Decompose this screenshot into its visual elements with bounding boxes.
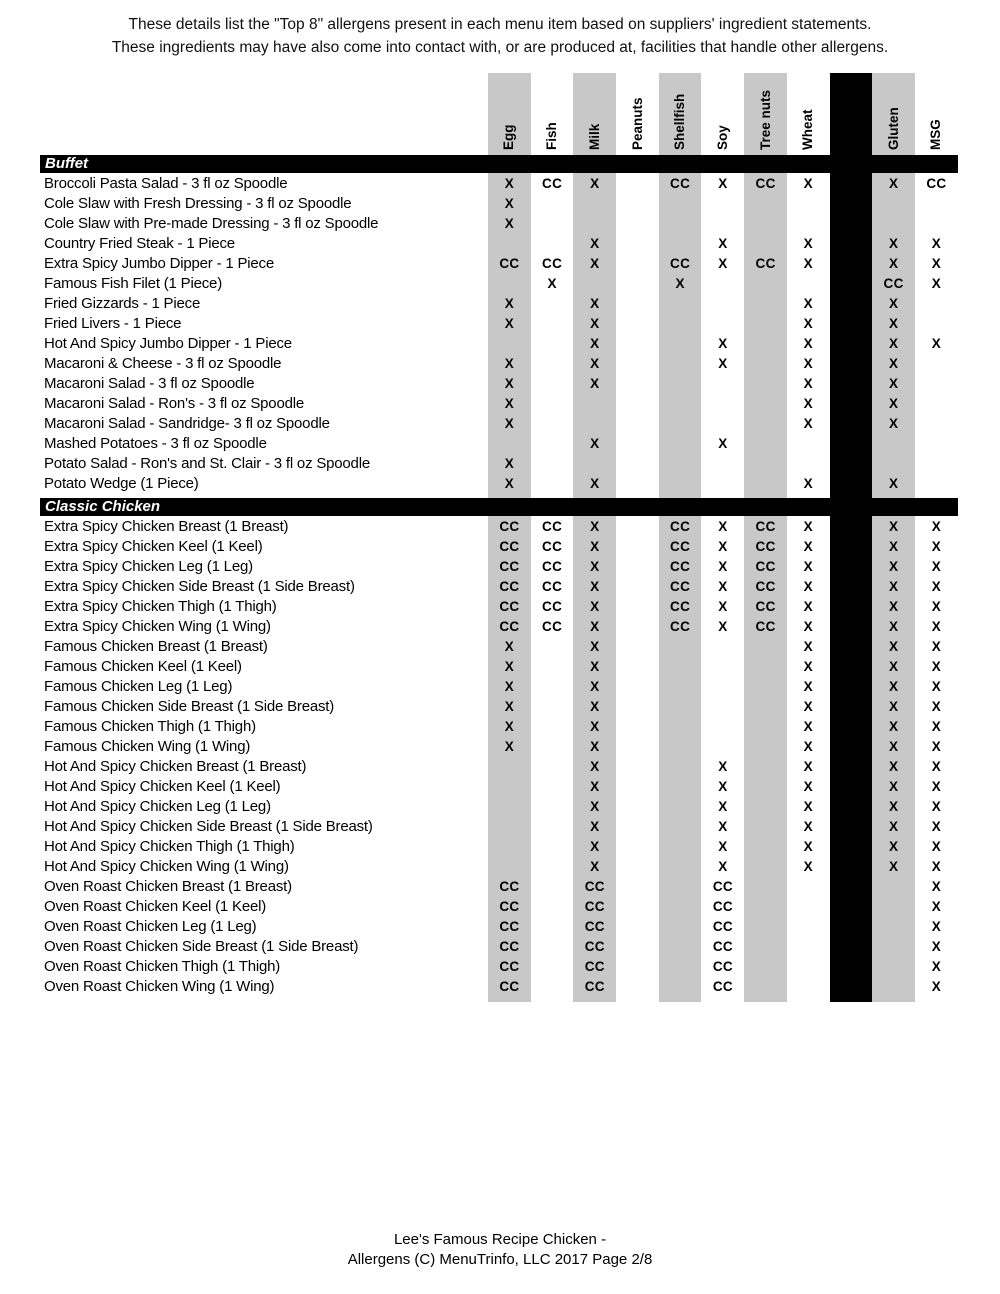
table-row (0, 697, 1000, 717)
allergen-mark-soy: X (718, 799, 728, 814)
column-header-fish: Fish (544, 122, 560, 150)
allergen-mark-egg: CC (499, 899, 520, 914)
allergen-mark-milk: CC (584, 899, 605, 914)
column-header-soy: Soy (714, 125, 730, 150)
allergen-mark-milk: CC (584, 959, 605, 974)
allergen-mark-soy: CC (712, 879, 733, 894)
menu-item-name: Extra Spicy Chicken Thigh (1 Thigh) (44, 598, 277, 615)
allergen-mark-soy: X (718, 256, 728, 271)
allergen-mark-msg: X (931, 759, 942, 774)
allergen-mark-egg: CC (499, 539, 520, 554)
allergen-mark-msg: X (931, 799, 942, 814)
allergen-mark-msg: X (931, 859, 942, 874)
allergen-mark-soy: X (718, 859, 728, 874)
table-row (0, 537, 1000, 557)
table-row (0, 617, 1000, 637)
menu-item-name: Famous Chicken Breast (1 Breast) (44, 638, 268, 655)
menu-item-name: Oven Roast Chicken Keel (1 Keel) (44, 898, 267, 915)
allergen-mark-wheat: X (803, 819, 813, 834)
allergen-mark-wheat: X (803, 699, 813, 714)
allergen-mark-milk: X (590, 336, 600, 351)
allergen-mark-milk: CC (584, 939, 605, 954)
allergen-mark-egg: X (504, 739, 515, 754)
allergen-mark-soy: X (718, 539, 728, 554)
allergen-mark-msg: X (931, 659, 942, 674)
allergen-mark-tree_nuts: CC (755, 579, 776, 594)
column-header-peanuts: Peanuts (629, 97, 645, 150)
allergen-mark-msg: X (931, 539, 942, 554)
allergen-mark-egg: X (504, 699, 515, 714)
menu-item-name: Famous Chicken Keel (1 Keel) (44, 658, 242, 675)
table-row (0, 677, 1000, 697)
allergen-mark-wheat: X (803, 176, 813, 191)
allergen-mark-milk: X (590, 256, 600, 271)
allergen-mark-wheat: X (803, 336, 813, 351)
column-header-milk: Milk (586, 123, 602, 150)
allergen-mark-gluten: X (888, 519, 899, 534)
allergen-mark-shellfish: CC (670, 519, 691, 534)
allergen-mark-gluten: X (888, 779, 899, 794)
allergen-mark-milk: X (590, 436, 600, 451)
menu-item-name: Extra Spicy Chicken Side Breast (1 Side Breast) (44, 578, 355, 595)
menu-item-name: Hot And Spicy Chicken Thigh (1 Thigh) (44, 838, 295, 855)
allergen-mark-msg: X (931, 336, 942, 351)
allergen-mark-milk: X (590, 659, 600, 674)
allergen-mark-wheat: X (803, 659, 813, 674)
allergen-mark-shellfish: CC (670, 579, 691, 594)
allergen-mark-milk: X (590, 759, 600, 774)
menu-item-name: Fried Livers - 1 Piece (44, 315, 182, 332)
table-row (0, 174, 1000, 194)
menu-item-name: Oven Roast Chicken Thigh (1 Thigh) (44, 958, 281, 975)
table-row (0, 394, 1000, 414)
allergen-mark-msg: X (931, 879, 942, 894)
menu-item-name: Oven Roast Chicken Breast (1 Breast) (44, 878, 292, 895)
allergen-mark-egg: X (504, 196, 515, 211)
allergen-mark-milk: X (590, 579, 600, 594)
allergen-mark-egg: CC (499, 599, 520, 614)
table-row (0, 454, 1000, 474)
allergen-mark-shellfish: CC (670, 176, 691, 191)
allergen-mark-msg: X (931, 579, 942, 594)
allergen-mark-soy: X (718, 436, 728, 451)
table-row (0, 314, 1000, 334)
table-row (0, 194, 1000, 214)
allergen-mark-egg: X (504, 316, 515, 331)
table-row (0, 474, 1000, 494)
table-row (0, 737, 1000, 757)
allergen-mark-fish: CC (542, 559, 563, 574)
allergen-mark-milk: X (590, 539, 600, 554)
allergen-mark-egg: X (504, 719, 515, 734)
allergen-mark-msg: X (931, 619, 942, 634)
allergen-mark-wheat: X (803, 739, 813, 754)
allergen-mark-egg: X (504, 376, 515, 391)
table-row (0, 777, 1000, 797)
allergen-mark-soy: X (718, 236, 728, 251)
menu-item-name: Hot And Spicy Chicken Wing (1 Wing) (44, 858, 289, 875)
allergen-mark-egg: CC (499, 619, 520, 634)
allergen-mark-milk: X (590, 296, 600, 311)
table-row (0, 414, 1000, 434)
table-row (0, 657, 1000, 677)
allergen-mark-fish: CC (542, 619, 563, 634)
allergen-mark-gluten: X (888, 336, 899, 351)
allergen-mark-gluten: X (888, 859, 899, 874)
allergen-mark-wheat: X (803, 679, 813, 694)
allergen-mark-gluten: X (888, 539, 899, 554)
allergen-mark-milk: X (590, 779, 600, 794)
allergen-mark-gluten: X (888, 476, 899, 491)
footer-line-2: Allergens (C) MenuTrinfo, LLC 2017 Page 2/8 (347, 1251, 653, 1268)
allergen-mark-fish: CC (542, 519, 563, 534)
allergen-mark-egg: CC (499, 879, 520, 894)
allergen-mark-shellfish: CC (670, 559, 691, 574)
menu-item-name: Famous Chicken Thigh (1 Thigh) (44, 718, 256, 735)
allergen-mark-milk: CC (584, 879, 605, 894)
column-header-wheat: Wheat (800, 109, 816, 150)
allergen-mark-milk: X (590, 719, 600, 734)
allergen-mark-milk: X (590, 819, 600, 834)
allergen-mark-tree_nuts: CC (755, 256, 776, 271)
allergen-mark-wheat: X (803, 356, 813, 371)
menu-item-name: Hot And Spicy Chicken Breast (1 Breast) (44, 758, 307, 775)
menu-item-name: Fried Gizzards - 1 Piece (44, 295, 201, 312)
allergen-mark-msg: X (931, 939, 942, 954)
allergen-mark-egg: X (504, 639, 515, 654)
menu-item-name: Hot And Spicy Chicken Leg (1 Leg) (44, 798, 271, 815)
table-row (0, 917, 1000, 937)
menu-item-name: Famous Chicken Side Breast (1 Side Breast) (44, 698, 335, 715)
allergen-mark-tree_nuts: CC (755, 176, 776, 191)
allergen-mark-soy: X (718, 356, 728, 371)
table-row (0, 757, 1000, 777)
menu-item-name: Potato Wedge (1 Piece) (44, 475, 199, 492)
table-row (0, 957, 1000, 977)
allergen-mark-soy: X (718, 779, 728, 794)
allergen-mark-egg: CC (499, 256, 520, 271)
table-row (0, 817, 1000, 837)
allergen-mark-tree_nuts: CC (755, 519, 776, 534)
allergen-mark-msg: X (931, 699, 942, 714)
table-row (0, 577, 1000, 597)
allergen-mark-shellfish: CC (670, 256, 691, 271)
menu-item-name: Oven Roast Chicken Wing (1 Wing) (44, 978, 275, 995)
allergen-mark-milk: X (590, 739, 600, 754)
table-row (0, 274, 1000, 294)
allergen-mark-soy: X (718, 176, 728, 191)
allergen-mark-egg: X (504, 416, 515, 431)
allergen-mark-gluten: X (888, 659, 899, 674)
allergen-mark-gluten: X (888, 619, 899, 634)
allergen-mark-msg: X (931, 679, 942, 694)
allergen-mark-gluten: X (888, 719, 899, 734)
allergen-mark-milk: X (590, 356, 600, 371)
menu-item-name: Macaroni Salad - Ron's - 3 fl oz Spoodle (44, 395, 305, 412)
menu-item-name: Country Fried Steak - 1 Piece (44, 235, 235, 252)
menu-item-name: Macaroni Salad - Sandridge- 3 fl oz Spoodle (44, 415, 330, 432)
allergen-mark-wheat: X (803, 519, 813, 534)
section-header: Buffet (40, 155, 958, 173)
menu-item-name: Cole Slaw with Pre-made Dressing - 3 fl oz Spoodle (44, 215, 379, 232)
allergen-mark-wheat: X (803, 619, 813, 634)
allergen-mark-gluten: X (888, 759, 899, 774)
allergen-mark-shellfish: CC (670, 599, 691, 614)
allergen-mark-soy: X (718, 599, 728, 614)
allergen-mark-shellfish: X (675, 276, 685, 291)
allergen-mark-soy: X (718, 619, 728, 634)
allergen-mark-fish: CC (542, 599, 563, 614)
allergen-mark-wheat: X (803, 859, 813, 874)
allergen-mark-wheat: X (803, 719, 813, 734)
menu-item-name: Hot And Spicy Jumbo Dipper - 1 Piece (44, 335, 292, 352)
menu-item-name: Cole Slaw with Fresh Dressing - 3 fl oz Spoodle (44, 195, 352, 212)
allergen-mark-soy: X (718, 759, 728, 774)
allergen-mark-gluten: X (888, 236, 899, 251)
allergen-mark-shellfish: CC (670, 539, 691, 554)
table-row (0, 434, 1000, 454)
menu-item-name: Macaroni & Cheese - 3 fl oz Spoodle (44, 355, 282, 372)
allergen-mark-milk: CC (584, 919, 605, 934)
allergen-mark-soy: X (718, 819, 728, 834)
menu-item-name: Extra Spicy Jumbo Dipper - 1 Piece (44, 255, 274, 272)
allergen-mark-msg: X (931, 639, 942, 654)
allergen-mark-msg: X (931, 519, 942, 534)
table-row (0, 637, 1000, 657)
allergen-mark-wheat: X (803, 256, 813, 271)
allergen-mark-soy: X (718, 839, 728, 854)
allergen-mark-wheat: X (803, 296, 813, 311)
allergen-mark-wheat: X (803, 599, 813, 614)
allergen-mark-gluten: X (888, 316, 899, 331)
allergen-mark-gluten: X (888, 739, 899, 754)
allergen-mark-msg: CC (926, 176, 947, 191)
table-row (0, 354, 1000, 374)
allergen-mark-msg: X (931, 739, 942, 754)
allergen-mark-tree_nuts: CC (755, 619, 776, 634)
allergen-mark-gluten: X (888, 679, 899, 694)
table-row (0, 897, 1000, 917)
allergen-mark-msg: X (931, 256, 942, 271)
allergen-mark-soy: X (718, 579, 728, 594)
allergen-mark-milk: X (590, 559, 600, 574)
allergen-mark-msg: X (931, 979, 942, 994)
footer-line-1: Lee's Famous Recipe Chicken - (393, 1231, 607, 1248)
allergen-mark-egg: X (504, 396, 515, 411)
allergen-mark-msg: X (931, 236, 942, 251)
allergen-mark-milk: X (590, 599, 600, 614)
allergen-mark-milk: X (590, 859, 600, 874)
allergen-mark-gluten: X (888, 376, 899, 391)
allergen-mark-wheat: X (803, 639, 813, 654)
allergen-mark-egg: CC (499, 979, 520, 994)
table-row (0, 857, 1000, 877)
allergen-mark-soy: CC (712, 959, 733, 974)
column-header-tree_nuts: Tree nuts (757, 89, 773, 150)
allergen-mark-milk: X (590, 679, 600, 694)
allergen-mark-gluten: X (888, 799, 899, 814)
allergen-mark-gluten: CC (883, 276, 904, 291)
allergen-mark-milk: X (590, 799, 600, 814)
allergen-mark-milk: X (590, 236, 600, 251)
allergen-mark-gluten: X (888, 296, 899, 311)
allergen-mark-egg: CC (499, 579, 520, 594)
menu-item-name: Famous Chicken Wing (1 Wing) (44, 738, 251, 755)
allergen-mark-wheat: X (803, 559, 813, 574)
table-row (0, 877, 1000, 897)
allergen-mark-wheat: X (803, 839, 813, 854)
table-row (0, 374, 1000, 394)
allergen-mark-egg: CC (499, 939, 520, 954)
menu-item-name: Oven Roast Chicken Side Breast (1 Side Breast) (44, 938, 359, 955)
allergen-mark-egg: X (504, 176, 515, 191)
menu-item-name: Extra Spicy Chicken Keel (1 Keel) (44, 538, 263, 555)
allergen-mark-gluten: X (888, 559, 899, 574)
allergen-mark-msg: X (931, 276, 942, 291)
allergen-mark-milk: X (590, 639, 600, 654)
column-header-egg: Egg (501, 124, 517, 150)
allergen-mark-tree_nuts: CC (755, 559, 776, 574)
menu-item-name: Famous Chicken Leg (1 Leg) (44, 678, 233, 695)
allergen-mark-soy: X (718, 519, 728, 534)
allergen-mark-fish: CC (542, 256, 563, 271)
allergen-mark-milk: X (590, 839, 600, 854)
allergen-mark-egg: X (504, 216, 515, 231)
allergen-mark-egg: CC (499, 519, 520, 534)
allergen-mark-wheat: X (803, 799, 813, 814)
menu-item-name: Famous Fish Filet (1 Piece) (44, 275, 222, 292)
allergen-mark-wheat: X (803, 396, 813, 411)
table-row (0, 517, 1000, 537)
column-header-shellfish: Shellfish (672, 93, 688, 150)
allergen-mark-wheat: X (803, 316, 813, 331)
allergen-mark-wheat: X (803, 779, 813, 794)
allergen-mark-milk: X (590, 519, 600, 534)
table-row (0, 597, 1000, 617)
allergen-mark-fish: CC (542, 176, 563, 191)
column-header-msg: MSG (928, 119, 944, 150)
menu-item-name: Macaroni Salad - 3 fl oz Spoodle (44, 375, 255, 392)
allergen-mark-msg: X (931, 779, 942, 794)
allergen-mark-fish: X (547, 276, 557, 291)
menu-item-name: Potato Salad - Ron's and St. Clair - 3 fl oz Spoodle (44, 455, 370, 472)
allergen-mark-tree_nuts: CC (755, 599, 776, 614)
allergen-mark-milk: X (590, 376, 600, 391)
allergen-mark-gluten: X (888, 396, 899, 411)
allergen-mark-msg: X (931, 819, 942, 834)
table-row (0, 557, 1000, 577)
allergen-mark-gluten: X (888, 639, 899, 654)
allergen-mark-wheat: X (803, 236, 813, 251)
allergen-mark-shellfish: CC (670, 619, 691, 634)
allergen-mark-fish: CC (542, 539, 563, 554)
allergen-mark-egg: X (504, 659, 515, 674)
allergen-mark-egg: X (504, 476, 515, 491)
allergen-mark-milk: X (590, 476, 600, 491)
allergen-mark-gluten: X (888, 699, 899, 714)
allergen-mark-soy: CC (712, 979, 733, 994)
allergen-mark-egg: X (504, 679, 515, 694)
table-row (0, 797, 1000, 817)
table-row (0, 294, 1000, 314)
allergen-mark-wheat: X (803, 476, 813, 491)
allergen-mark-wheat: X (803, 579, 813, 594)
allergen-mark-wheat: X (803, 539, 813, 554)
table-row (0, 717, 1000, 737)
allergen-mark-milk: X (590, 699, 600, 714)
allergen-mark-msg: X (931, 839, 942, 854)
menu-item-name: Hot And Spicy Chicken Side Breast (1 Side Breast) (44, 818, 373, 835)
allergen-mark-egg: X (504, 356, 515, 371)
footer-text (0, 1230, 1000, 1270)
menu-item-name: Broccoli Pasta Salad - 3 fl oz Spoodle (44, 175, 288, 192)
allergen-mark-msg: X (931, 899, 942, 914)
allergen-mark-fish: CC (542, 579, 563, 594)
allergen-mark-msg: X (931, 919, 942, 934)
table-row (0, 334, 1000, 354)
allergen-mark-gluten: X (888, 356, 899, 371)
allergen-mark-soy: CC (712, 939, 733, 954)
intro-line-2: These ingredients may have also come into contact with, or are produced at, facilities that handle other allergens. (111, 39, 889, 56)
table-row (0, 837, 1000, 857)
column-header-gluten: Gluten (885, 107, 901, 150)
allergen-mark-egg: CC (499, 959, 520, 974)
allergen-mark-gluten: X (888, 579, 899, 594)
allergen-mark-soy: X (718, 559, 728, 574)
allergen-mark-msg: X (931, 599, 942, 614)
allergen-mark-soy: X (718, 336, 728, 351)
menu-item-name: Oven Roast Chicken Leg (1 Leg) (44, 918, 257, 935)
table-row (0, 977, 1000, 997)
allergen-mark-gluten: X (888, 176, 899, 191)
menu-item-name: Extra Spicy Chicken Breast (1 Breast) (44, 518, 289, 535)
allergen-mark-tree_nuts: CC (755, 539, 776, 554)
allergen-mark-gluten: X (888, 819, 899, 834)
allergen-mark-wheat: X (803, 416, 813, 431)
section-header: Classic Chicken (40, 498, 958, 516)
allergen-mark-gluten: X (888, 599, 899, 614)
allergen-mark-egg: CC (499, 919, 520, 934)
allergen-mark-msg: X (931, 719, 942, 734)
allergen-mark-msg: X (931, 959, 942, 974)
allergen-mark-milk: CC (584, 979, 605, 994)
allergen-mark-gluten: X (888, 839, 899, 854)
menu-item-name: Extra Spicy Chicken Leg (1 Leg) (44, 558, 253, 575)
allergen-mark-wheat: X (803, 376, 813, 391)
allergen-mark-msg: X (931, 559, 942, 574)
table-row (0, 234, 1000, 254)
allergen-mark-milk: X (590, 619, 600, 634)
allergen-mark-egg: CC (499, 559, 520, 574)
menu-item-name: Extra Spicy Chicken Wing (1 Wing) (44, 618, 271, 635)
allergen-mark-egg: X (504, 296, 515, 311)
allergen-mark-wheat: X (803, 759, 813, 774)
menu-item-name: Mashed Potatoes - 3 fl oz Spoodle (44, 435, 267, 452)
allergen-mark-gluten: X (888, 256, 899, 271)
allergen-mark-soy: CC (712, 899, 733, 914)
table-row (0, 214, 1000, 234)
table-row (0, 937, 1000, 957)
intro-line-1: These details list the "Top 8" allergens present in each menu item based on suppliers' ingredient statements. (128, 16, 872, 33)
allergen-mark-egg: X (504, 456, 515, 471)
allergen-mark-soy: CC (712, 919, 733, 934)
allergen-mark-milk: X (590, 176, 600, 191)
allergen-mark-milk: X (590, 316, 600, 331)
table-row (0, 254, 1000, 274)
menu-item-name: Hot And Spicy Chicken Keel (1 Keel) (44, 778, 281, 795)
allergen-mark-gluten: X (888, 416, 899, 431)
